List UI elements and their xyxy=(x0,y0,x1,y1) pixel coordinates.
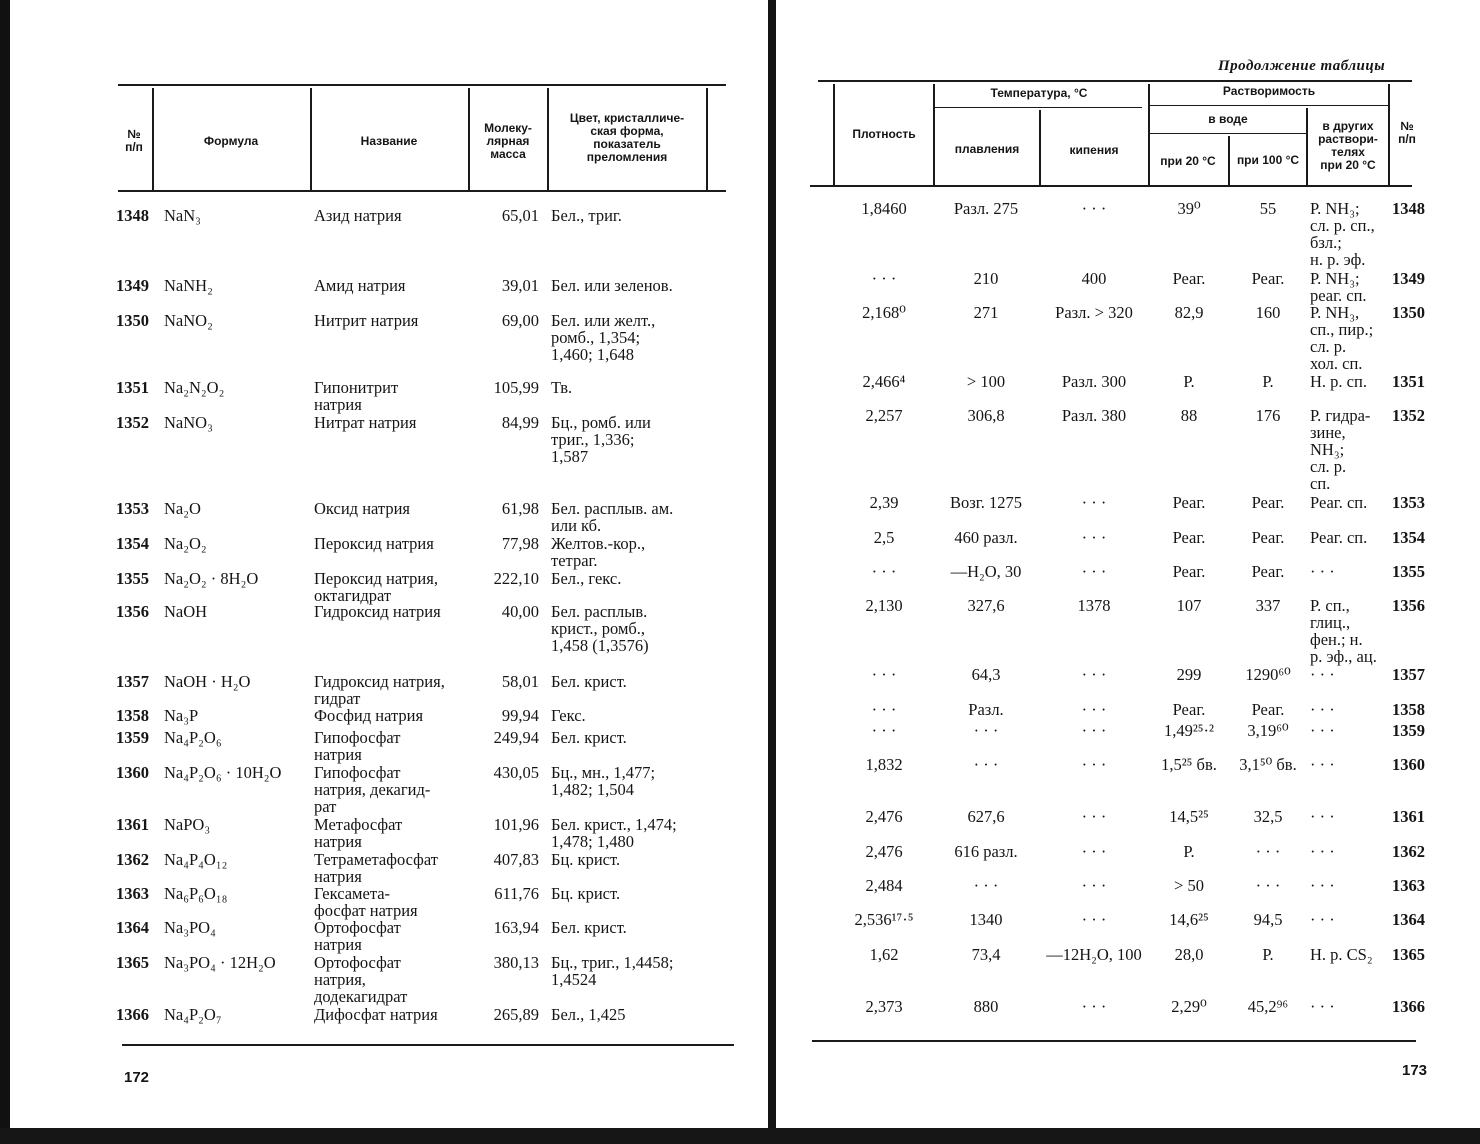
row-number: 1363 xyxy=(116,884,149,903)
row-number: 1358 xyxy=(1392,700,1425,719)
name-cell: Амид натрия xyxy=(314,276,406,295)
solubility-20-cell: 1,5²⁵ бв. xyxy=(1161,755,1217,774)
density-cell: 2,257 xyxy=(865,406,903,425)
solubility-20-cell: Р. xyxy=(1183,842,1195,861)
solubility-100-cell: Р. xyxy=(1262,945,1274,964)
formula-cell: Na₄P₂O₆ · 10H₂O xyxy=(164,763,282,782)
solubility-100-cell: 176 xyxy=(1255,406,1281,425)
solubility-20-cell: 1,49²⁵·² xyxy=(1163,721,1214,740)
row-number: 1349 xyxy=(116,276,149,295)
density-cell: · · · xyxy=(871,269,897,288)
header-at20: при 20 °С xyxy=(1160,154,1216,168)
formula-cell: Na₃P xyxy=(164,706,199,725)
formula-cell: NaOH xyxy=(164,602,208,621)
header-name: Название xyxy=(360,134,418,148)
boiling-cell: 400 xyxy=(1081,269,1107,288)
solubility-100-cell: 3,19⁶⁰ xyxy=(1247,721,1289,740)
density-cell: 2,476 xyxy=(865,842,903,861)
header-color: Цвет, кристалличе- ская форма, показатель преломления xyxy=(569,111,685,164)
scan-bottom-edge xyxy=(0,1128,1480,1144)
formula-cell: Na₂O xyxy=(164,499,201,518)
boiling-cell: · · · xyxy=(1081,842,1107,861)
boiling-cell: · · · xyxy=(1081,997,1107,1016)
solubility-100-cell: 45,2⁹⁶ xyxy=(1247,997,1289,1016)
density-cell: · · · xyxy=(871,665,897,684)
other-solvents-cell: · · · xyxy=(1310,876,1335,895)
solubility-100-cell: 3,1⁵⁰ бв. xyxy=(1239,755,1297,774)
header-density: Плотность xyxy=(852,127,916,141)
color-cell: Бц., триг., 1,4458; 1,4524 xyxy=(551,953,674,989)
header-top-rule xyxy=(118,84,726,86)
density-cell: 2,39 xyxy=(869,493,899,512)
mass-cell: 430,05 xyxy=(493,763,539,782)
formula-cell: Na₂O₂ xyxy=(164,534,207,553)
page-number: 173 xyxy=(1402,1062,1428,1079)
formula-cell: Na₂N₂O₂ xyxy=(164,378,225,397)
color-cell: Бел. расплыв. ам. или кб. xyxy=(551,499,674,535)
boiling-cell: 1378 xyxy=(1077,596,1111,615)
boiling-cell: · · · xyxy=(1081,528,1107,547)
color-cell: Гекс. xyxy=(551,706,586,725)
col-divider xyxy=(1039,110,1041,185)
row-number: 1351 xyxy=(116,378,149,397)
row-number: 1366 xyxy=(116,1005,149,1024)
row-number: 1350 xyxy=(1392,303,1425,322)
solubility-20-cell: 88 xyxy=(1180,406,1198,425)
formula-cell: NaNO₃ xyxy=(164,413,213,432)
mass-cell: 84,99 xyxy=(501,413,539,432)
row-number: 1354 xyxy=(1392,528,1425,547)
header-temperature: Температура, °С xyxy=(990,86,1088,100)
row-number: 1362 xyxy=(1392,842,1425,861)
solubility-20-cell: 14,5²⁵ xyxy=(1169,807,1209,826)
solubility-20-cell: 299 xyxy=(1176,665,1202,684)
footer-rule xyxy=(122,1044,734,1046)
solubility-20-cell: 2,29⁰ xyxy=(1171,997,1207,1016)
left-page xyxy=(10,0,768,1128)
mass-cell: 105,99 xyxy=(493,378,539,397)
row-number: 1350 xyxy=(116,311,149,330)
row-number: 1365 xyxy=(1392,945,1425,964)
solubility-20-cell: 28,0 xyxy=(1174,945,1204,964)
col-divider xyxy=(310,88,312,190)
solubility-100-cell: · · · xyxy=(1255,842,1281,861)
color-cell: Бел. расплыв. крист., ромб., 1,458 (1,3576) xyxy=(551,602,649,655)
solubility-100-cell: · · · xyxy=(1255,876,1281,895)
other-solvents-cell: · · · xyxy=(1310,700,1335,719)
header-no: № п/п xyxy=(125,127,143,154)
name-cell: Дифосфат натрия xyxy=(314,1005,438,1024)
name-cell: Гидроксид натрия xyxy=(314,602,441,621)
col-divider xyxy=(1148,84,1150,185)
row-number: 1359 xyxy=(1392,721,1425,740)
formula-cell: NaNO₂ xyxy=(164,311,213,330)
boiling-cell: · · · xyxy=(1081,700,1107,719)
formula-cell: NaN₃ xyxy=(164,206,201,225)
mass-cell: 163,94 xyxy=(493,918,539,937)
density-cell: 2,373 xyxy=(865,997,903,1016)
row-number: 1365 xyxy=(116,953,149,972)
row-number: 1355 xyxy=(1392,562,1425,581)
other-solvents-cell: Н. р. сп. xyxy=(1310,372,1367,391)
name-cell: Пероксид натрия xyxy=(314,534,434,553)
boiling-cell: Разл. 300 xyxy=(1061,372,1127,391)
melting-cell: Разл. 275 xyxy=(953,199,1019,218)
melting-cell: · · · xyxy=(973,755,999,774)
mass-cell: 40,00 xyxy=(501,602,539,621)
other-solvents-cell: Н. р. CS₂ xyxy=(1310,945,1373,964)
solubility-20-cell: Реаг. xyxy=(1172,562,1206,581)
solubility-20-cell: > 50 xyxy=(1174,876,1204,895)
header-top-rule xyxy=(818,80,1412,82)
mass-cell: 65,01 xyxy=(501,206,539,225)
name-cell: Тетраметафосфат натрия xyxy=(314,850,438,886)
melting-cell: · · · xyxy=(973,721,999,740)
density-cell: 2,5 xyxy=(873,528,895,547)
solubility-100-cell: Реаг. xyxy=(1251,269,1285,288)
boiling-cell: · · · xyxy=(1081,665,1107,684)
color-cell: Бц., мн., 1,477; 1,482; 1,504 xyxy=(551,763,656,799)
page-number: 172 xyxy=(124,1069,150,1086)
row-number: 1364 xyxy=(1392,910,1425,929)
row-number: 1357 xyxy=(1392,665,1425,684)
formula-cell: Na₃PO₄ xyxy=(164,918,216,937)
solubility-100-cell: Реаг. xyxy=(1251,562,1285,581)
formula-cell: NaPO₃ xyxy=(164,815,211,834)
color-cell: Бц. крист. xyxy=(551,884,621,903)
mass-cell: 99,94 xyxy=(501,706,539,725)
other-solvents-cell: · · · xyxy=(1310,842,1335,861)
row-number: 1352 xyxy=(1392,406,1425,425)
solubility-100-cell: 94,5 xyxy=(1253,910,1283,929)
mass-cell: 58,01 xyxy=(501,672,539,691)
color-cell: Бел. крист. xyxy=(551,672,627,691)
header-boiling: кипения xyxy=(1069,143,1119,157)
solubility-20-cell: Реаг. xyxy=(1172,493,1206,512)
name-cell: Нитрит натрия xyxy=(314,311,419,330)
melting-cell: 306,8 xyxy=(967,406,1005,425)
row-number: 1362 xyxy=(116,850,149,869)
footer-rule xyxy=(812,1040,1416,1042)
density-cell: 2,466⁴ xyxy=(862,372,906,391)
boiling-cell: · · · xyxy=(1081,199,1107,218)
row-number: 1348 xyxy=(1392,199,1425,218)
name-cell: Азид натрия xyxy=(314,206,402,225)
solubility-20-cell: Реаг. xyxy=(1172,269,1206,288)
formula-cell: Na₂O₂ · 8H₂O xyxy=(164,569,259,588)
col-divider xyxy=(706,88,708,190)
density-cell: · · · xyxy=(871,700,897,719)
row-number: 1363 xyxy=(1392,876,1425,895)
melting-cell: 210 xyxy=(973,269,999,288)
header-at100: при 100 °С xyxy=(1236,153,1300,167)
melting-cell: Возг. 1275 xyxy=(950,493,1022,512)
header-bottom-rule xyxy=(118,190,726,192)
melting-cell: · · · xyxy=(973,876,999,895)
other-solvents-cell: · · · xyxy=(1310,721,1335,740)
row-number: 1356 xyxy=(116,602,149,621)
melting-cell: 64,3 xyxy=(971,665,1001,684)
other-solvents-cell: · · · xyxy=(1310,910,1335,929)
solubility-100-cell: Реаг. xyxy=(1251,493,1285,512)
density-cell: 1,832 xyxy=(865,755,903,774)
mass-cell: 249,94 xyxy=(493,728,539,747)
mass-cell: 407,83 xyxy=(493,850,539,869)
mass-cell: 69,00 xyxy=(501,311,539,330)
other-solvents-cell: · · · xyxy=(1310,997,1335,1016)
formula-cell: Na₄P₂O₆ xyxy=(164,728,222,747)
row-number: 1359 xyxy=(116,728,149,747)
col-divider xyxy=(152,88,154,190)
name-cell: Гексамета- фосфат натрия xyxy=(314,884,418,920)
solubility-20-cell: 39⁰ xyxy=(1177,199,1201,218)
boiling-cell: · · · xyxy=(1081,755,1107,774)
row-number: 1349 xyxy=(1392,269,1425,288)
header-melting: плавления xyxy=(954,142,1020,156)
row-number: 1354 xyxy=(116,534,149,553)
name-cell: Пероксид натрия, октагидрат xyxy=(314,569,438,605)
melting-cell: 327,6 xyxy=(967,596,1005,615)
book-spine xyxy=(768,0,776,1144)
density-cell: · · · xyxy=(871,721,897,740)
row-number: 1355 xyxy=(116,569,149,588)
header-solubility: Растворимость xyxy=(1222,84,1316,98)
boiling-cell: · · · xyxy=(1081,493,1107,512)
density-cell: · · · xyxy=(871,562,897,581)
temperature-subrule xyxy=(933,107,1142,108)
melting-cell: 627,6 xyxy=(967,807,1005,826)
mass-cell: 265,89 xyxy=(493,1005,539,1024)
row-number: 1366 xyxy=(1392,997,1425,1016)
name-cell: Гипофосфат натрия xyxy=(314,728,401,764)
name-cell: Метафосфат натрия xyxy=(314,815,403,851)
other-solvents-cell: · · · xyxy=(1310,807,1335,826)
scan-left-edge xyxy=(0,0,10,1144)
solubility-100-cell: 337 xyxy=(1255,596,1281,615)
formula-cell: Na₄P₂O₇ xyxy=(164,1005,222,1024)
density-cell: 1,62 xyxy=(869,945,899,964)
melting-cell: 1340 xyxy=(969,910,1003,929)
color-cell: Бел., гекс. xyxy=(551,569,622,588)
boiling-cell: · · · xyxy=(1081,807,1107,826)
color-cell: Тв. xyxy=(551,378,573,397)
other-solvents-cell: Р. NH₃; сл. р. сп., бзл.; н. р. эф. xyxy=(1310,199,1375,269)
row-number: 1360 xyxy=(116,763,149,782)
color-cell: Бц. крист. xyxy=(551,850,621,869)
melting-cell: 460 разл. xyxy=(954,528,1018,547)
name-cell: Оксид натрия xyxy=(314,499,411,518)
melting-cell: 73,4 xyxy=(971,945,1001,964)
color-cell: Бц., ромб. или триг., 1,336; 1,587 xyxy=(551,413,651,466)
row-number: 1357 xyxy=(116,672,149,691)
mass-cell: 101,96 xyxy=(493,815,539,834)
col-divider xyxy=(547,88,549,190)
name-cell: Ортофосфат натрия, додекагидрат xyxy=(314,953,408,1006)
row-number: 1348 xyxy=(116,206,149,225)
color-cell: Желтов.-кор., тетраг. xyxy=(551,534,646,570)
other-solvents-cell: Р. гидра- зине, NH₃; сл. р. сп. xyxy=(1310,406,1371,493)
solubility-100-cell: 32,5 xyxy=(1253,807,1283,826)
name-cell: Нитрат натрия xyxy=(314,413,417,432)
color-cell: Бел., триг. xyxy=(551,206,622,225)
other-solvents-cell: Р. NH₃, сп., пир.; сл. р. хол. сп. xyxy=(1310,303,1374,373)
header-formula: Формула xyxy=(203,134,259,148)
solubility-subrule xyxy=(1148,105,1388,106)
header-in-water: в воде xyxy=(1208,112,1248,126)
boiling-cell: · · · xyxy=(1081,721,1107,740)
color-cell: Бел. крист., 1,474; 1,478; 1,480 xyxy=(551,815,677,851)
row-number: 1356 xyxy=(1392,596,1425,615)
solubility-20-cell: 14,6²⁵ xyxy=(1169,910,1209,929)
mass-cell: 611,76 xyxy=(494,884,539,903)
melting-cell: 616 разл. xyxy=(954,842,1018,861)
density-cell: 2,476 xyxy=(865,807,903,826)
mass-cell: 77,98 xyxy=(501,534,539,553)
solubility-20-cell: Реаг. xyxy=(1172,528,1206,547)
color-cell: Бел. или желт., ромб., 1,354; 1,460; 1,648 xyxy=(551,311,656,364)
other-solvents-cell: · · · xyxy=(1310,755,1335,774)
color-cell: Бел. крист. xyxy=(551,728,627,747)
name-cell: Гипонитрит натрия xyxy=(314,378,399,414)
name-cell: Гидроксид натрия, гидрат xyxy=(314,672,445,708)
boiling-cell: · · · xyxy=(1081,562,1107,581)
header-bottom-rule xyxy=(810,185,1412,187)
formula-cell: NaOH · H₂O xyxy=(164,672,251,691)
solubility-100-cell: 1290⁶⁰ xyxy=(1245,665,1291,684)
boiling-cell: · · · xyxy=(1081,876,1107,895)
boiling-cell: · · · xyxy=(1081,910,1107,929)
formula-cell: Na₃PO₄ · 12H₂O xyxy=(164,953,276,972)
other-solvents-cell: Р. NH₃; реаг. сп. xyxy=(1310,269,1367,305)
row-number: 1360 xyxy=(1392,755,1425,774)
color-cell: Бел. или зеленов. xyxy=(551,276,673,295)
other-solvents-cell: · · · xyxy=(1310,562,1335,581)
solubility-100-cell: 55 xyxy=(1259,199,1277,218)
boiling-cell: Разл. > 320 xyxy=(1055,303,1133,322)
color-cell: Бел. крист. xyxy=(551,918,627,937)
other-solvents-cell: Реаг. сп. xyxy=(1310,528,1368,547)
solubility-20-cell: 82,9 xyxy=(1174,303,1204,322)
density-cell: 2,536¹⁷·⁵ xyxy=(854,910,914,929)
density-cell: 2,484 xyxy=(865,876,903,895)
name-cell: Фосфид натрия xyxy=(314,706,424,725)
row-number: 1361 xyxy=(1392,807,1425,826)
melting-cell: > 100 xyxy=(966,372,1006,391)
formula-cell: Na₄P₄O₁₂ xyxy=(164,850,228,869)
water-subrule xyxy=(1148,133,1306,134)
other-solvents-cell: Р. сп., глиц., фен.; н. р. эф., ац. xyxy=(1310,596,1377,666)
row-number: 1361 xyxy=(116,815,149,834)
row-number: 1353 xyxy=(116,499,149,518)
row-number: 1352 xyxy=(116,413,149,432)
mass-cell: 222,10 xyxy=(493,569,539,588)
mass-cell: 380,13 xyxy=(493,953,539,972)
row-number: 1353 xyxy=(1392,493,1425,512)
melting-cell: 271 xyxy=(973,303,999,322)
other-solvents-cell: · · · xyxy=(1310,665,1335,684)
formula-cell: NaNH₂ xyxy=(164,276,213,295)
density-cell: 2,130 xyxy=(865,596,903,615)
density-cell: 1,8460 xyxy=(861,199,907,218)
solubility-100-cell: Р. xyxy=(1262,372,1274,391)
boiling-cell: Разл. 380 xyxy=(1061,406,1127,425)
header-mass: Молеку- лярная масса xyxy=(484,121,532,161)
melting-cell: —H₂O, 30 xyxy=(950,562,1022,581)
col-divider xyxy=(833,84,835,185)
solubility-100-cell: 160 xyxy=(1255,303,1281,322)
row-number: 1351 xyxy=(1392,372,1425,391)
melting-cell: Разл. xyxy=(968,700,1004,719)
col-divider xyxy=(933,84,935,185)
formula-cell: Na₆P₆O₁₈ xyxy=(164,884,228,903)
density-cell: 2,168⁰ xyxy=(862,303,906,322)
other-solvents-cell: Реаг. сп. xyxy=(1310,493,1368,512)
row-number: 1358 xyxy=(116,706,149,725)
solubility-100-cell: Реаг. xyxy=(1251,528,1285,547)
header-other-solvents: в других раствори- телях при 20 °С xyxy=(1318,119,1378,172)
name-cell: Гипофосфат натрия, декагид- рат xyxy=(314,763,431,816)
row-number: 1364 xyxy=(116,918,149,937)
solubility-20-cell: Реаг. xyxy=(1172,700,1206,719)
color-cell: Бел., 1,425 xyxy=(551,1005,626,1024)
melting-cell: 880 xyxy=(973,997,999,1016)
name-cell: Ортофосфат натрия xyxy=(314,918,401,954)
solubility-20-cell: 107 xyxy=(1176,596,1202,615)
mass-cell: 39,01 xyxy=(501,276,539,295)
boiling-cell: —12H₂O, 100 xyxy=(1046,945,1142,964)
header-no: № п/п xyxy=(1398,119,1416,146)
continuation-label: Продолжение таблицы xyxy=(1218,58,1386,74)
solubility-20-cell: Р. xyxy=(1183,372,1195,391)
solubility-100-cell: Реаг. xyxy=(1251,700,1285,719)
right-page xyxy=(776,0,1480,1128)
mass-cell: 61,98 xyxy=(501,499,539,518)
